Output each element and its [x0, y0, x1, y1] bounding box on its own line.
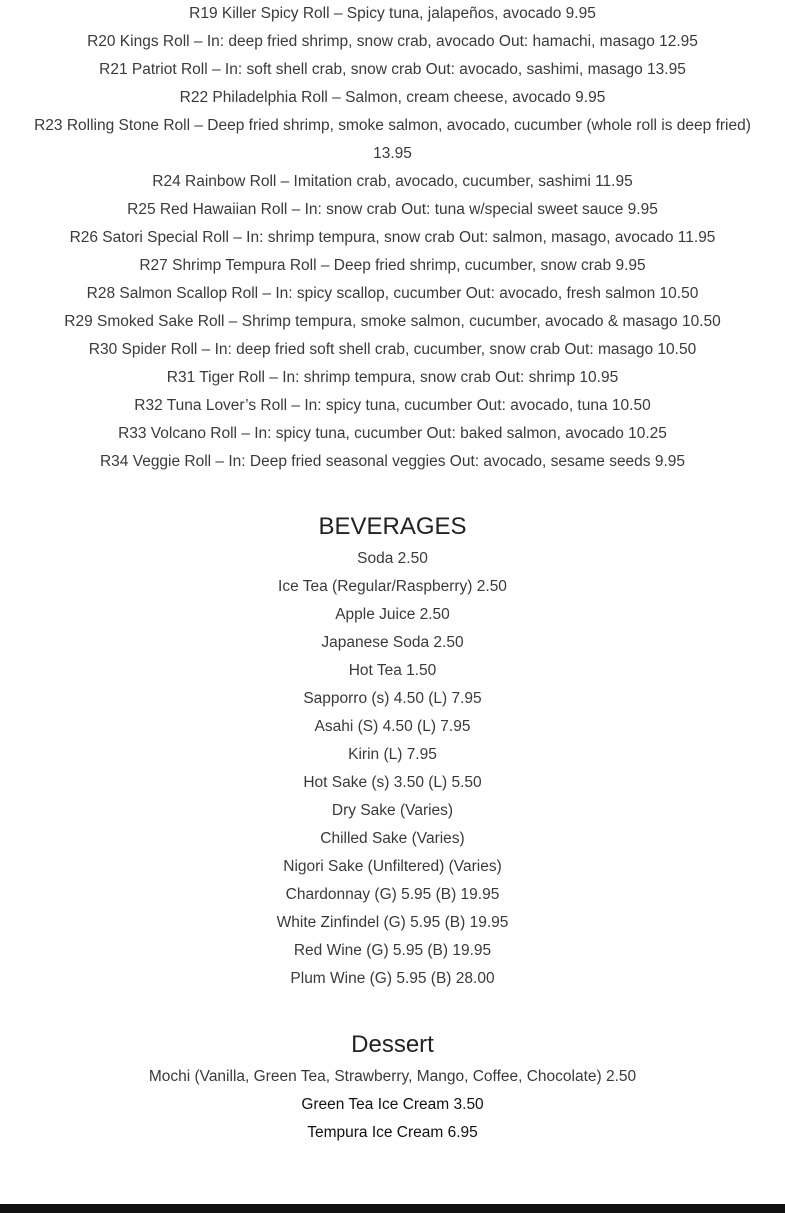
menu-item-r27: R27 Shrimp Tempura Roll – Deep fried shrimp, cucumber, snow crab 9.95 — [139, 257, 646, 274]
menu-item-r26: R26 Satori Special Roll – In: shrimp tempura, snow crab Out: salmon, masago, avocado 11.95 — [69, 229, 716, 246]
menu-item-r34: R34 Veggie Roll – In: Deep fried seasonal veggies Out: avocado, sesame seeds 9.95 — [99, 453, 686, 470]
beverage-item: Plum Wine (G) 5.95 (B) 28.00 — [290, 970, 495, 987]
menu-item-r22: R22 Philadelphia Roll – Salmon, cream cheese, avocado 9.95 — [179, 89, 606, 106]
beverage-item: Red Wine (G) 5.95 (B) 19.95 — [293, 942, 492, 959]
footer-bar — [0, 1204, 785, 1213]
beverage-item: Hot Tea 1.50 — [348, 662, 437, 679]
menu-item-r20: R20 Kings Roll – In: deep fried shrimp, snow crab, avocado Out: hamachi, masago 12.95 — [87, 33, 698, 50]
beverages-heading: BEVERAGES — [318, 513, 467, 540]
beverage-item: Asahi (S) 4.50 (L) 7.95 — [314, 718, 471, 735]
beverage-item: Japanese Soda 2.50 — [321, 634, 464, 651]
menu-item-r21: R21 Patriot Roll – In: soft shell crab, snow crab Out: avocado, sashimi, masago 13.95 — [99, 61, 686, 78]
beverage-item: Ice Tea (Regular/Raspberry) 2.50 — [278, 578, 507, 595]
dessert-list — [0, 1063, 785, 1147]
beverages-list — [0, 545, 785, 993]
dessert-heading: Dessert — [351, 1031, 434, 1058]
dessert-item: Green Tea Ice Cream 3.50 — [301, 1096, 484, 1113]
dessert-item: Mochi (Vanilla, Green Tea, Strawberry, Mango, Coffee, Chocolate) 2.50 — [148, 1068, 637, 1085]
menu-item-r25: R25 Red Hawaiian Roll – In: snow crab Out: tuna w/special sweet sauce 9.95 — [127, 201, 658, 218]
beverage-item: Apple Juice 2.50 — [335, 606, 450, 623]
beverage-item: Chardonnay (G) 5.95 (B) 19.95 — [285, 886, 500, 903]
beverage-item: Dry Sake (Varies) — [331, 802, 454, 819]
beverage-item: Chilled Sake (Varies) — [320, 830, 465, 847]
rolls-list — [0, 0, 785, 476]
menu-item-r23: R23 Rolling Stone Roll – Deep fried shrimp, smoke salmon, avocado, cucumber (whole roll is deep fried) 13.95 — [34, 117, 751, 162]
menu-item-r33: R33 Volcano Roll – In: spicy tuna, cucumber Out: baked salmon, avocado 10.25 — [118, 425, 667, 442]
menu-item-r30: R30 Spider Roll – In: deep fried soft shell crab, cucumber, snow crab Out: masago 10.50 — [88, 341, 697, 358]
beverage-item: Soda 2.50 — [357, 550, 428, 567]
beverage-item: White Zinfindel (G) 5.95 (B) 19.95 — [276, 914, 509, 931]
dessert-item: Tempura Ice Cream 6.95 — [307, 1124, 478, 1141]
beverage-item: Nigori Sake (Unfiltered) (Varies) — [283, 858, 502, 875]
menu-item-r29: R29 Smoked Sake Roll – Shrimp tempura, smoke salmon, cucumber, avocado & masago 10.50 — [64, 313, 721, 330]
menu-item-r31: R31 Tiger Roll – In: shrimp tempura, snow crab Out: shrimp 10.95 — [166, 369, 619, 386]
beverage-item: Hot Sake (s) 3.50 (L) 5.50 — [303, 774, 482, 791]
menu-item-r24: R24 Rainbow Roll – Imitation crab, avocado, cucumber, sashimi 11.95 — [152, 173, 633, 190]
menu-item-r32: R32 Tuna Lover’s Roll – In: spicy tuna, cucumber Out: avocado, tuna 10.50 — [134, 397, 651, 414]
beverage-item: Sapporro (s) 4.50 (L) 7.95 — [303, 690, 482, 707]
menu-item-r28: R28 Salmon Scallop Roll – In: spicy scallop, cucumber Out: avocado, fresh salmon 10.50 — [86, 285, 699, 302]
beverage-item: Kirin (L) 7.95 — [348, 746, 437, 763]
menu-item-r19: R19 Killer Spicy Roll – Spicy tuna, jalapeños, avocado 9.95 — [189, 5, 596, 22]
